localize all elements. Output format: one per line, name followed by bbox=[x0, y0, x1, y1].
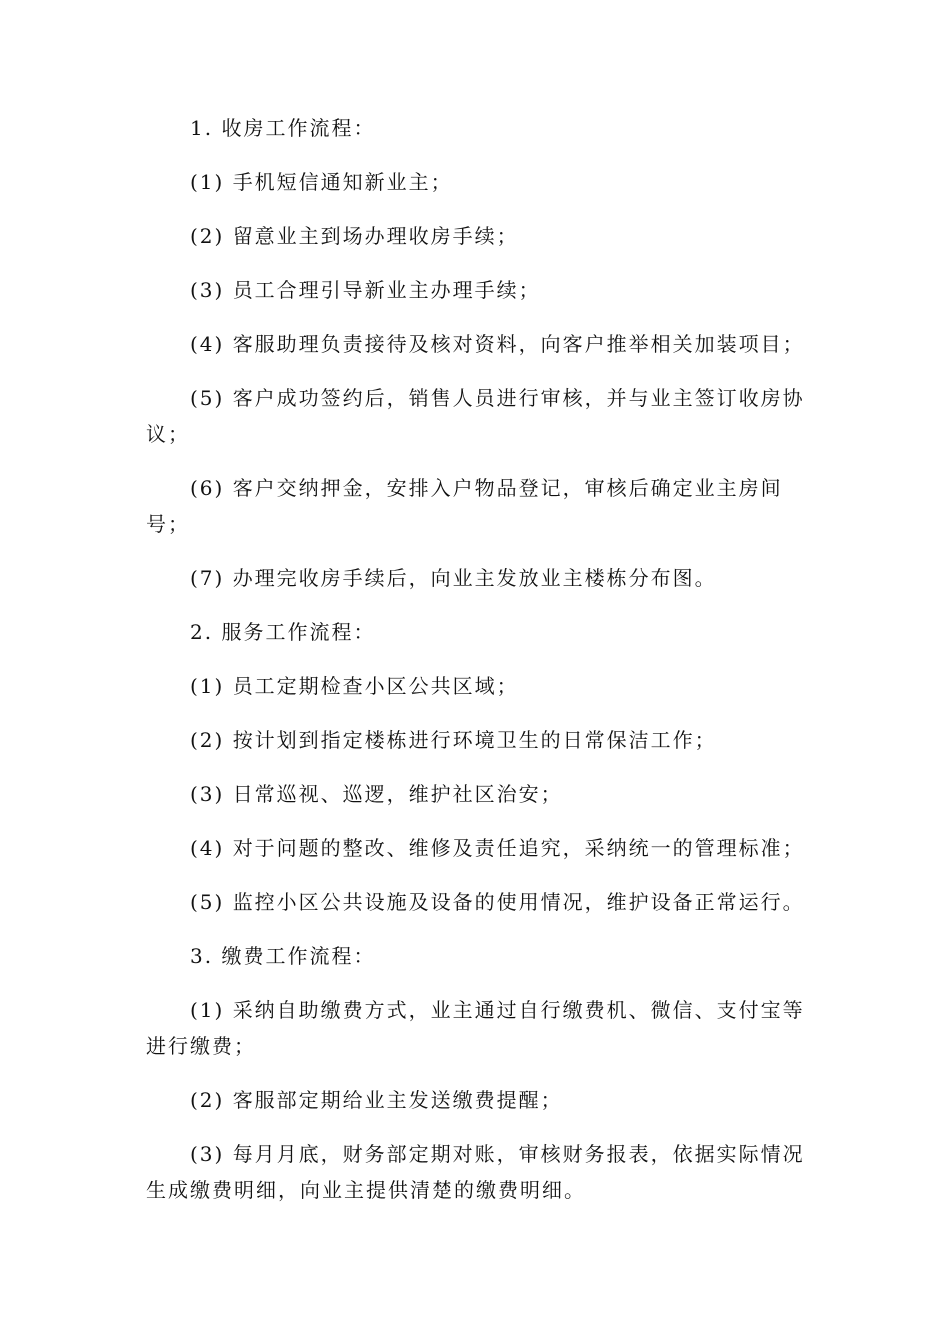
list-item: (3) 员工合理引导新业主办理手续； bbox=[190, 278, 541, 302]
list-item: (5) 客户成功签约后，销售人员进行审核，并与业主签订收房协议； bbox=[146, 386, 805, 446]
list-item: (5) 监控小区公共设施及设备的使用情况，维护设备正常运行。 bbox=[190, 890, 805, 914]
section-heading-payment: 3. 缴费工作流程： bbox=[190, 944, 376, 968]
list-item: (1) 员工定期检查小区公共区域； bbox=[190, 674, 519, 698]
list-item: (3) 日常巡视、巡逻，维护社区治安； bbox=[190, 782, 563, 806]
list-item: (7) 办理完收房手续后，向业主发放业主楼栋分布图。 bbox=[190, 566, 717, 590]
list-item: (2) 客服部定期给业主发送缴费提醒； bbox=[190, 1088, 563, 1112]
list-item: (3) 每月月底，财务部定期对账，审核财务报表，依据实际情况生成缴费明细，向业主提供清楚的缴费明细。 bbox=[146, 1142, 805, 1202]
section-heading-move-in: 1. 收房工作流程： bbox=[190, 116, 376, 140]
list-item: (2) 留意业主到场办理收房手续； bbox=[190, 224, 519, 248]
list-item: (1) 采纳自助缴费方式，业主通过自行缴费机、微信、支付宝等进行缴费； bbox=[146, 998, 805, 1058]
list-item: (4) 对于问题的整改、维修及责任追究，采纳统一的管理标准； bbox=[190, 836, 805, 860]
list-item: (4) 客服助理负责接待及核对资料，向客户推举相关加装项目； bbox=[190, 332, 805, 356]
list-item: (2) 按计划到指定楼栋进行环境卫生的日常保洁工作； bbox=[190, 728, 717, 752]
list-item: (6) 客户交纳押金，安排入户物品登记，审核后确定业主房间号； bbox=[146, 476, 783, 536]
section-heading-service: 2. 服务工作流程： bbox=[190, 620, 376, 644]
list-item: (1) 手机短信通知新业主； bbox=[190, 170, 453, 194]
document-body bbox=[146, 110, 806, 1226]
